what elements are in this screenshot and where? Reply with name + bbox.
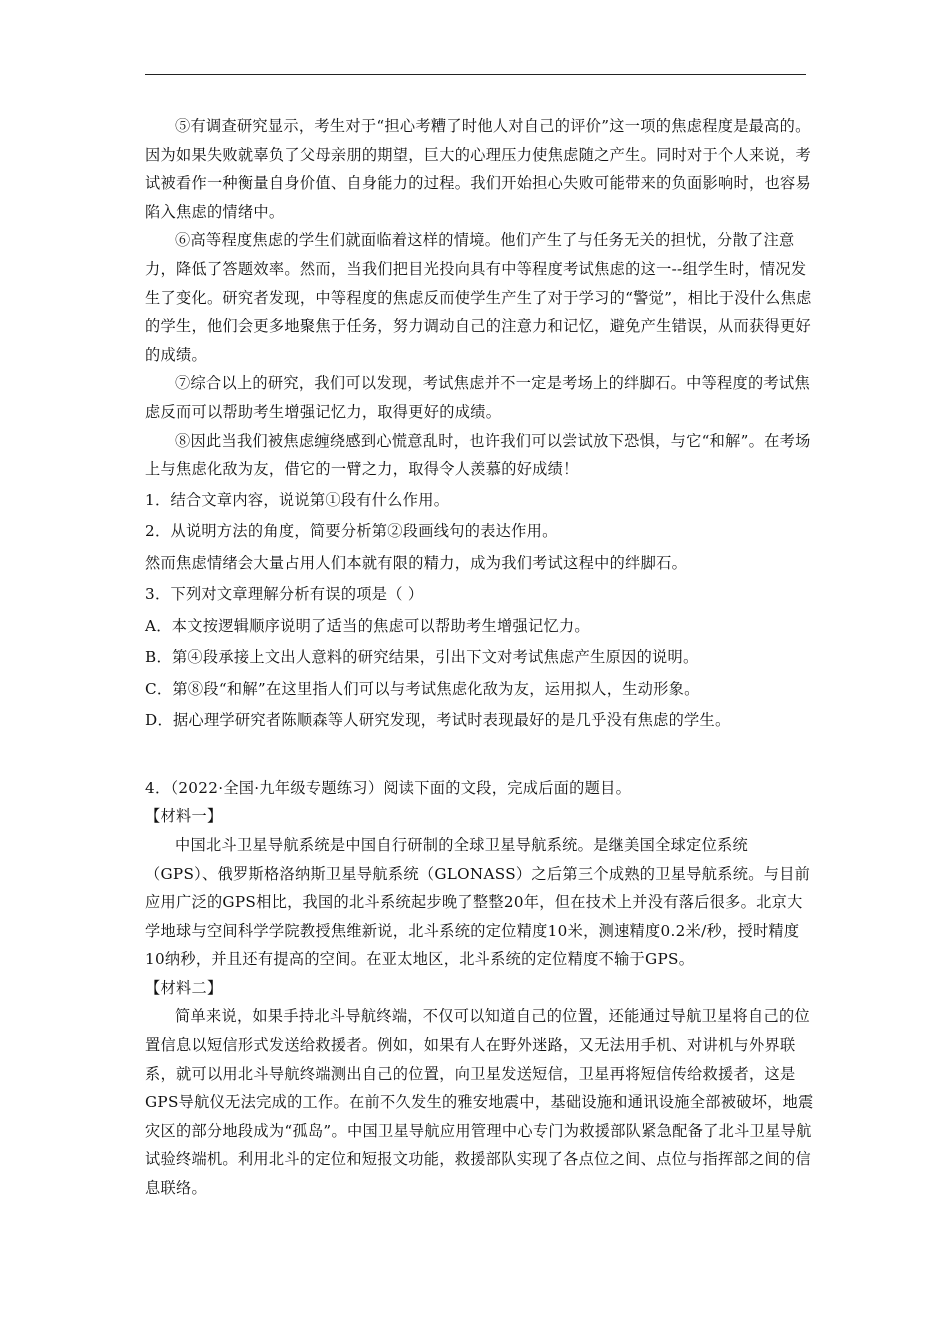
- document-body: [145, 112, 815, 1203]
- question-2-quote: 然而焦虑情绪会大量占用人们本就有限的精力，成为我们考试这程中的绊脚石。: [145, 553, 688, 572]
- material-2-title: 【材料二】: [145, 978, 223, 997]
- header-rule: [145, 74, 806, 75]
- question-4-header: 4．（2022·全国·九年级专题练习）阅读下面的文段，完成后面的题目。: [145, 778, 632, 797]
- paragraph-6: ⑥高等程度焦虑的学生们就面临着这样的情境。他们产生了与任务无关的担忧，分散了注意力，降低了答题效率。然而，当我们把目光投向具有中等程度考试焦虑的这一--组学生时，情况发生了变化。研究者发现，中等程度的焦虑反而使学生产生了对于学习的“警觉”，相比于没什么焦虑的学生，他们会更多地聚焦于任务，努力调动自己的注意力和记忆，避免产生错误，从而获得更好的成绩。: [145, 231, 812, 364]
- option-d: D．据心理学研究者陈顺森等人研究发现，考试时表现最好的是几乎没有焦虑的学生。: [145, 711, 731, 730]
- material-1-text: 中国北斗卫星导航系统是中国自行研制的全球卫星导航系统。是继美国全球定位系统（GPS）、俄罗斯格洛纳斯卫星导航系统（GLONASS）之后第三个成熟的卫星导航系统。与目前应用广泛的GPS相比，我国的北斗系统起步晚了整整20年，但在技术上并没有落后很多。北京大学地球与空间科学学院教授焦维新说，北斗系统的定位精度10米，测速精度0.2米/秒，授时精度10纳秒，并且还有提高的空间。在亚太地区，北斗系统的定位精度不输于GPS。: [145, 835, 811, 969]
- question-3: 3．下列对文章理解分析有误的项是（ ）: [145, 585, 424, 604]
- question-1: 1．结合文章内容，说说第①段有什么作用。: [145, 490, 450, 509]
- paragraph-8: ⑧因此当我们被焦虑缠绕感到心慌意乱时，也许我们可以尝试放下恐惧，与它“和解”。在考场上与焦虑化敌为友，借它的一臂之力，取得令人羡慕的好成绩！: [145, 431, 811, 479]
- material-2-text: 简单来说，如果手持北斗导航终端，不仅可以知道自己的位置，还能通过导航卫星将自己的位置信息以短信形式发送给救援者。例如，如果有人在野外迷路，又无法用手机、对讲机与外界联系，就可以用北斗导航终端测出自己的位置，向卫星发送短信，卫星再将短信传给救援者，这是GPS导航仪无法完成的工作。在前不久发生的雅安地震中，基础设施和通讯设施全部被破坏，地震灾区的部分地段成为“孤岛”。中国卫星导航应用管理中心专门为救援部队紧急配备了北斗卫星导航试验终端机。利用北斗的定位和短报文功能，救援部队实现了各点位之间、点位与指挥部之间的信息联络。: [145, 1007, 814, 1198]
- option-a: A．本文按逻辑顺序说明了适当的焦虑可以帮助考生增强记忆力。: [145, 616, 590, 635]
- option-b: B．第④段承接上文出人意料的研究结果，引出下文对考试焦虑产生原因的说明。: [145, 648, 699, 667]
- spacer: [145, 738, 815, 774]
- paragraph-7: ⑦综合以上的研究，我们可以发现，考试焦虑并不一定是考场上的绊脚石。中等程度的考试焦虑反而可以帮助考生增强记忆力，取得更好的成绩。: [145, 374, 810, 421]
- question-2: 2．从说明方法的角度，简要分析第②段画线句的表达作用。: [145, 522, 558, 541]
- paragraph-5: ⑤有调查研究显示，考生对于“担心考糟了时他人对自己的评价”这一项的焦虑程度是最高的。因为如果失败就辜负了父母亲朋的期望，巨大的心理压力使焦虑随之产生。同时对于个人来说，考试被看作一种衡量自身价值、自身能力的过程。我们开始担心失败可能带来的负面影响时，也容易陷入焦虑的情绪中。: [145, 117, 811, 221]
- option-c: C．第⑧段“和解”在这里指人们可以与考试焦虑化敌为友，运用拟人，生动形象。: [145, 679, 700, 698]
- material-1-title: 【材料一】: [145, 807, 223, 826]
